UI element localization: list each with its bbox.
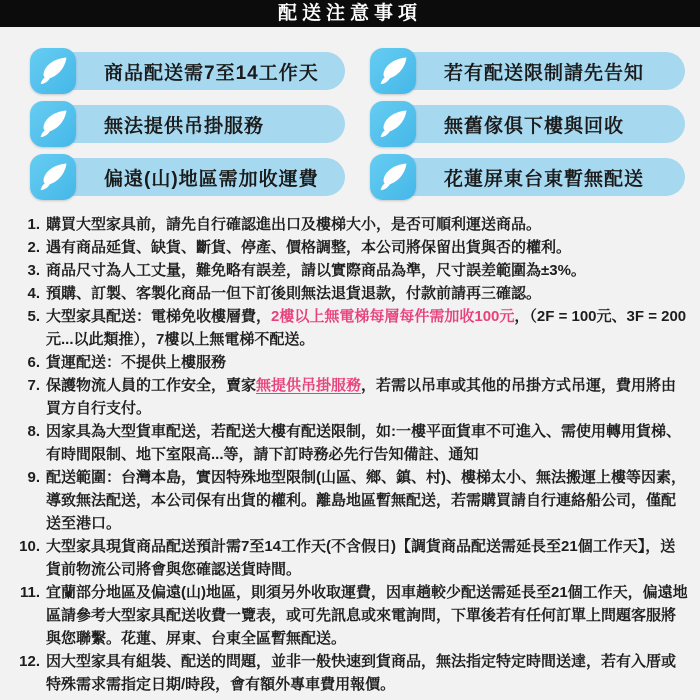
note-item — [6, 282, 688, 305]
note-number: 4. — [27, 285, 40, 302]
note-text — [46, 236, 688, 259]
badge-label: 偏遠(山)地區需加收運費 — [104, 168, 319, 190]
note-text-segment: 大型家具配送：電梯免收樓層費， — [46, 308, 272, 325]
badge-pill — [386, 105, 685, 143]
note-text-segment: 因家具為大型貨車配送，若配送大樓有配送限制，如:一樓平面貨車不可進入、需使用轉用貨梯、有時間限制、地下室限高...等，請下訂時務必先行告知備註、通知 — [46, 423, 681, 463]
note-number: 7. — [27, 377, 40, 394]
note-number: 11. — [19, 584, 40, 601]
note-item — [6, 351, 688, 374]
note-text-segment: 因大型家具有組裝、配送的問題，並非一般快速到貨商品，無法指定特定時間送達，若有入厝或特殊需求需指定日期/時段，會有額外專車費用報價。 — [46, 653, 677, 693]
note-text-segment: 預購、訂製、客製化商品一但下訂後則無法退貨退款，付款前請再三確認。 — [46, 285, 542, 302]
note-text-segment: 宜蘭部分地區及偏遠(山)地區，則須另外收取運費，因車趟較少配送需延長至21個工作天，偏遠地區請參考大型家具配送收費一覽表，或可先訊息或來電詢問，下單後若有任何訂單上問題客服將與您聯繫。花蓮、屏東、台東全區暫無配送。 — [46, 584, 688, 647]
note-item — [6, 374, 688, 420]
note-text-segment: ，（2F = 100元、3F = 200元...以此類推），7樓以上無電梯不配送。 — [46, 308, 687, 348]
badge-pill — [46, 105, 345, 143]
delivery-badge — [370, 101, 685, 147]
note-text-segment: 遇有商品延貨、缺貨、斷貨、停產、價格調整，本公司將保留出貨與否的權利。 — [46, 239, 572, 256]
note-item — [6, 420, 688, 466]
badge-label: 花蓮屏東台東暫無配送 — [444, 168, 645, 190]
delivery-badge — [30, 48, 345, 94]
note-text-segment: 保護物流人員的工作安全，賣家 — [46, 377, 257, 394]
delivery-badge — [370, 154, 685, 200]
note-text — [46, 282, 688, 305]
badge-pill — [46, 158, 345, 196]
note-text-segment: 無提供吊掛服務 — [256, 377, 362, 394]
badge-pill — [46, 52, 345, 90]
leaf-icon — [30, 154, 76, 200]
note-item — [6, 236, 688, 259]
note-number: 1. — [27, 216, 40, 233]
leaf-icon — [30, 101, 76, 147]
notes-list — [0, 200, 700, 696]
note-number: 12. — [19, 653, 40, 670]
delivery-badge — [30, 101, 345, 147]
note-number: 9. — [27, 469, 40, 486]
note-item — [6, 213, 688, 236]
leaf-icon — [370, 48, 416, 94]
note-number: 8. — [27, 423, 40, 440]
note-text — [46, 351, 688, 374]
note-text-segment: 大型家具現貨商品配送預計需7至14工作天(不含假日)【調貨商品配送需延長至21個工作天】，送貨前物流公司將會與您確認送貨時間。 — [46, 538, 676, 578]
note-item — [6, 466, 688, 535]
note-number: 3. — [27, 262, 40, 279]
leaf-icon — [30, 48, 76, 94]
note-item — [6, 305, 688, 351]
badge-pill — [386, 158, 685, 196]
note-number: 6. — [27, 354, 40, 371]
note-text — [46, 581, 688, 650]
page-header — [0, 0, 700, 27]
badge-pill — [386, 52, 685, 90]
note-text — [46, 305, 688, 351]
note-text-segment: 貨運配送：不提供上樓服務 — [46, 354, 227, 371]
badge-label: 若有配送限制請先告知 — [444, 62, 645, 84]
delivery-badge — [370, 48, 685, 94]
note-item — [6, 581, 688, 650]
badge-label: 商品配送需7至14工作天 — [104, 62, 319, 84]
note-item — [6, 259, 688, 282]
leaf-icon — [370, 154, 416, 200]
note-text-segment: 配送範圍：台灣本島，實因特殊地型限制(山區、鄉、鎮、村)、樓梯太小、無法搬運上樓等因素，導致無法配送，本公司保有出貨的權利。離島地區暫無配送，若需購買請自行連絡船公司，僅配送至港口。 — [46, 469, 686, 532]
note-text — [46, 213, 688, 236]
note-number: 5. — [27, 308, 40, 325]
note-item — [6, 535, 688, 581]
delivery-badge — [30, 154, 345, 200]
note-number: 2. — [27, 239, 40, 256]
note-text — [46, 650, 688, 696]
badge-label: 無舊傢俱下樓與回收 — [444, 115, 625, 137]
note-text — [46, 535, 688, 581]
note-text — [46, 466, 688, 535]
note-text-segment: 商品尺寸為人工丈量，難免略有誤差，請以實際商品為準，尺寸誤差範圍為±3%。 — [46, 262, 586, 279]
note-text-segment: 2樓以上無電梯每層每件需加收100元 — [271, 308, 515, 325]
badge-label: 無法提供吊掛服務 — [104, 115, 265, 137]
note-text — [46, 420, 688, 466]
note-item — [6, 650, 688, 696]
badge-grid — [0, 27, 700, 200]
page-title: 配送注意事項 — [277, 3, 422, 24]
note-text — [46, 259, 688, 282]
note-text — [46, 374, 688, 420]
note-text-segment: ，若需以吊車或其他的吊掛方式吊運，費用將由買方自行支付。 — [46, 377, 677, 417]
note-text-segment: 購買大型家具前，請先自行確認進出口及樓梯大小，是否可順利運送商品。 — [46, 216, 542, 233]
leaf-icon — [370, 101, 416, 147]
note-number: 10. — [19, 538, 40, 555]
